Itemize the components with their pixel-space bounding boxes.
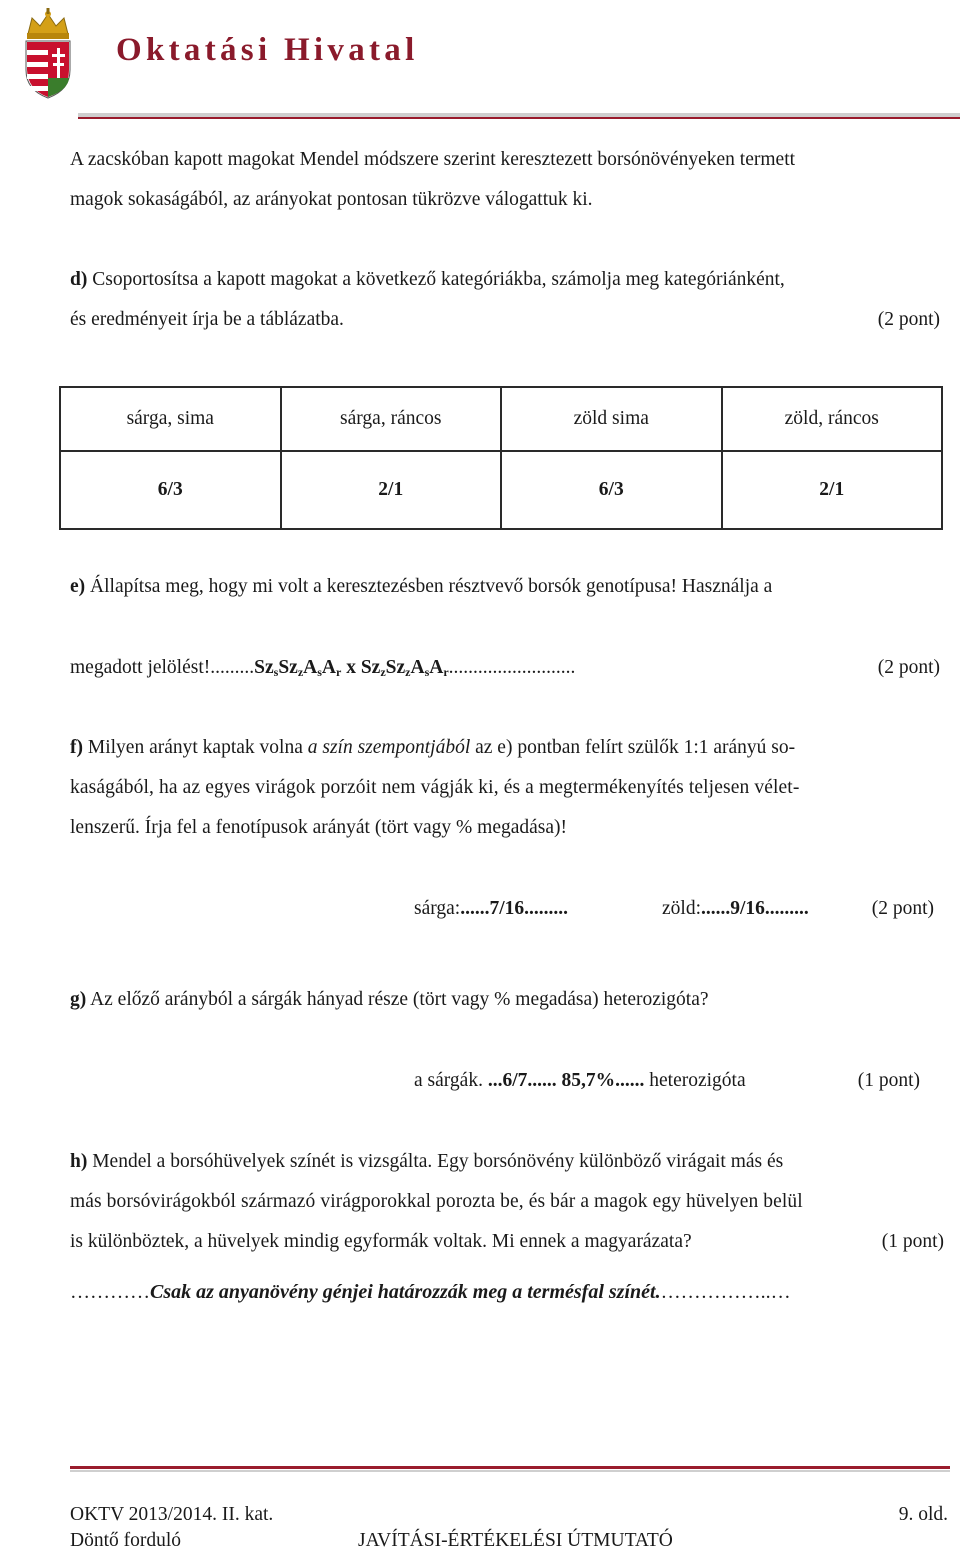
table-header-cell: zöld sima [501,387,722,451]
yellow-ratio-label: sárga: [414,898,461,919]
question-f-label: f) [70,737,83,758]
table-value-cell: 2/1 [281,451,502,529]
table-header-cell: sárga, ráncos [281,387,502,451]
table-value-cell: 2/1 [722,451,943,529]
question-g-answer [414,1069,746,1093]
answer-tail-dots: ……………..… [660,1281,791,1303]
question-f-points: (2 pont) [871,898,934,919]
table-header-cell: zöld, ráncos [722,387,943,451]
question-e-text-1: Állapítsa meg, hogy mi volt a keresztezésben résztvevő borsók genotípusa! Használja a [90,576,773,597]
footer-rule-accent [70,1466,950,1469]
question-h-line-3: is különböztek, a hüvelyek mindig egyformák voltak. Mi ennek a magyarázata? [70,1231,692,1252]
question-h-answer [70,1280,791,1304]
green-ratio [662,897,809,921]
green-ratio-value: ......9/16......... [701,898,809,919]
question-g-line [70,988,709,1012]
answer-lead-dots: ………… [70,1281,150,1303]
question-g-points: (1 pont) [857,1070,920,1091]
question-e-dots: .......................... [448,657,576,678]
question-g-answer-prefix: a sárgák. [414,1070,483,1091]
question-g-label: g) [70,989,87,1010]
table-header-row [60,387,942,451]
question-f-line-2: kaságából, ha az egyes virágok porzóit nem vágják ki, és a megtermékenyítés teljesen vélet- [70,777,800,798]
footer-round: Döntő forduló [70,1530,182,1551]
question-d-line-1 [70,268,949,292]
table-header-cell: sárga, sima [60,387,281,451]
question-h-line-1 [70,1150,949,1174]
header-rule-accent [78,117,960,119]
intro-line-2: magok sokaságából, az arányokat pontosan tükrözve válogattuk ki. [70,189,593,210]
intro-line-1: A zacskóban kapott magokat Mendel módszere szerint keresztezett borsónövényeken termett [70,149,796,170]
question-d-text-1: Csoportosítsa a kapott magokat a következő kategóriákba, számolja meg kategóriánként, [92,269,785,290]
question-d-points: (2 pont) [877,309,940,330]
institution-name: Oktatási Hivatal [116,32,419,68]
question-g-text: Az előző arányból a sárgák hányad része (tört vagy % megadása) heterozigóta? [90,989,709,1010]
question-f-text-1a: Milyen arányt kaptak volna [87,737,303,758]
footer-page-number: 9. old. [898,1504,948,1525]
question-f-line-3: lenszerű. Írja fel a fenotípusok arányát (tört vagy % megadása)! [70,817,568,838]
genotype-answer: $Sz_sSz_zA_sA_r$ x $Sz_zSz_zA_sA_r$ [254,657,449,679]
question-h-points: (1 pont) [881,1231,944,1252]
question-h-answer-text: Csak az anyanövény génjei határozzák meg a termésfal színét. [150,1281,661,1303]
question-g-answer-suffix: heterozigóta [649,1070,746,1091]
yellow-ratio-value: ......7/16......... [460,898,569,919]
yellow-ratio [414,897,568,921]
question-e-line-1 [70,575,772,599]
table-value-row [60,451,942,529]
table-value-cell: 6/3 [501,451,722,529]
green-ratio-label: zöld: [662,898,701,919]
question-e-line-2 [70,656,575,680]
footer-competition: OKTV 2013/2014. II. kat. [70,1504,274,1525]
results-table [59,386,943,530]
question-d-label: d) [70,269,88,290]
footer-guide-title: JAVÍTÁSI-ÉRTÉKELÉSI ÚTMUTATÓ [358,1530,673,1551]
footer-rule [70,1470,950,1472]
heterozygous-ratio: ...6/7...... 85,7%...... [487,1070,645,1091]
question-e-points: (2 pont) [877,657,940,678]
question-f-text-1b: az e) pontban felírt szülők 1:1 arányú so- [475,737,796,758]
question-h-line-2: más borsóvirágokból származó virágporokkal porozta be, és bár a magok egy hüvelyen belül [70,1191,803,1212]
coat-of-arms-logo [22,8,74,100]
question-h-label: h) [70,1151,88,1172]
question-e-label: e) [70,576,86,597]
question-h-text-1: Mendel a borsóhüvelyek színét is vizsgálta. Egy borsónövény különböző virágait más és [92,1151,784,1172]
question-d-line-2: és eredményeit írja be a táblázatba. [70,309,344,330]
cross-symbol: x [346,657,356,678]
question-f-line-1 [70,736,949,760]
question-f-emphasis: a szín szempontjából [307,737,471,758]
question-e-prefix: megadott jelölést!......... [70,657,255,678]
table-value-cell: 6/3 [60,451,281,529]
